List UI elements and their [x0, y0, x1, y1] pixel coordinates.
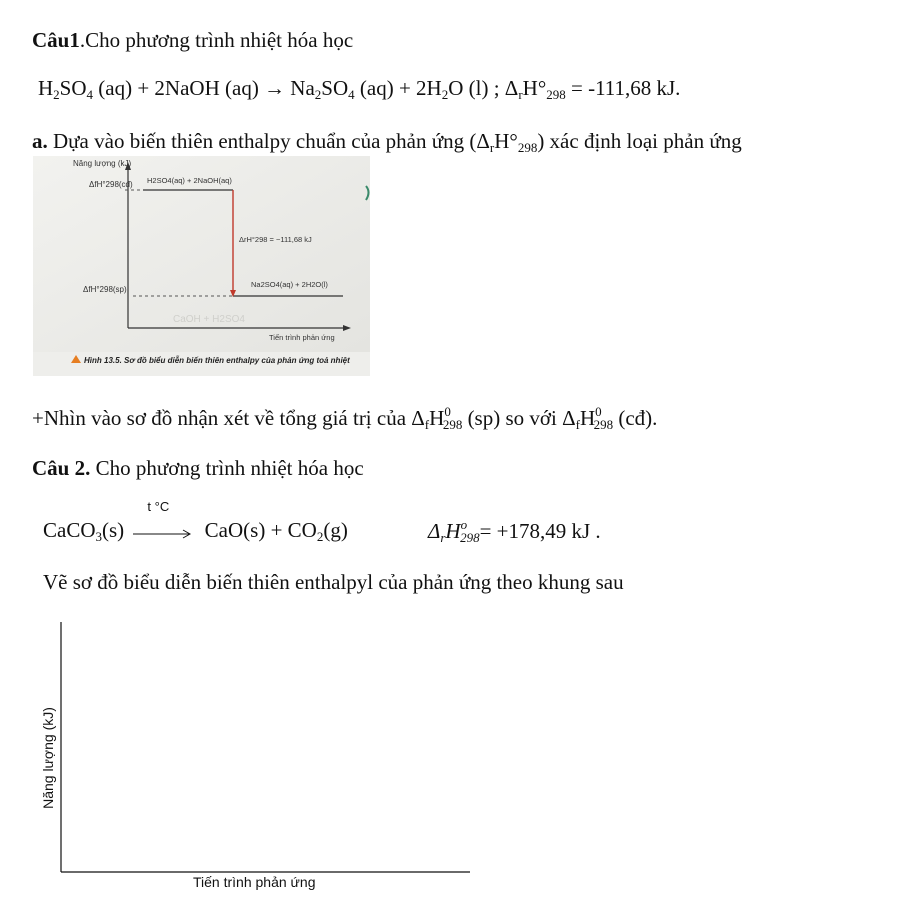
- drawing-axes: [60, 622, 470, 892]
- q2-heading: [32, 456, 364, 480]
- diagram-yaxis-label: Năng lượng (kJ): [73, 159, 132, 168]
- right-arrow-icon: [133, 529, 195, 539]
- q2-equation: CaCO$_3$(s) t °C $CaO(s) + CO_2(g)$: [43, 499, 348, 544]
- enthalpy-diagram: [33, 156, 370, 376]
- frame-yaxis-label: Năng lượng (kJ): [40, 707, 56, 809]
- reaction-arrow: [133, 499, 195, 544]
- q2-label: Câu 2.: [32, 456, 91, 480]
- faint-watermark: CaOH + H2SO4: [173, 314, 245, 325]
- q2-intro: Cho phương trình nhiệt hóa học: [90, 456, 364, 480]
- heat-condition: t °C: [147, 499, 170, 515]
- drawing-frame: [60, 622, 470, 872]
- enthalpy-diagram-photo: [33, 156, 370, 376]
- reactants-label: H2SO4(aq) + 2NaOH(aq): [147, 176, 232, 185]
- q1-intro: .Cho phương trình nhiệt hóa học: [79, 28, 354, 52]
- product-level-label: ΔfH°298(sp): [83, 285, 127, 294]
- frame-xaxis-label: Tiến trình phản ứng: [193, 874, 316, 890]
- delta-h-label: ΔrH°298 = −111,68 kJ: [239, 235, 312, 244]
- q2-task: Vẽ sơ đồ biểu diễn biến thiên enthalpyl của phản ứng theo khung sau: [43, 570, 624, 594]
- reactant-level-label: ΔfH°298(cđ): [89, 180, 133, 189]
- q2-enthalpy: $\Delta_rH^o_{298}= +178,49$ kJ .: [428, 517, 601, 545]
- diagram-xaxis-label: Tiến trình phản ứng: [269, 333, 335, 342]
- q1-heading: [32, 28, 353, 52]
- q1-part-a: a. Dựa vào biến thiên enthalpy chuẩn của phản ứng $(\Delta_rH^\circ_{298})$ xác định loại phản ứng: [32, 129, 742, 155]
- q1-label: Câu1: [32, 28, 80, 52]
- q1-observation: +Nhìn vào sơ đồ nhận xét về tổng giá trị của $\Delta_fH^0_{298}$ (sp) so với $\Delta_fH^0_{298}$ (cđ).: [32, 404, 658, 432]
- figure-caption: Hình 13.5. Sơ đồ biểu diễn biến thiên enthalpy của phản ứng toả nhiệt: [84, 356, 350, 365]
- products-label: Na2SO4(aq) + 2H2O(l): [251, 280, 328, 289]
- caption-triangle-icon: [71, 355, 81, 363]
- q1-equation: $H_2SO_4$ (aq) + 2NaOH $(aq) \to Na_2SO_4$ $(aq) + 2H_2O$ (l) ; $\Delta_rH^\circ_{298} = -111,68$ kJ.: [38, 76, 681, 102]
